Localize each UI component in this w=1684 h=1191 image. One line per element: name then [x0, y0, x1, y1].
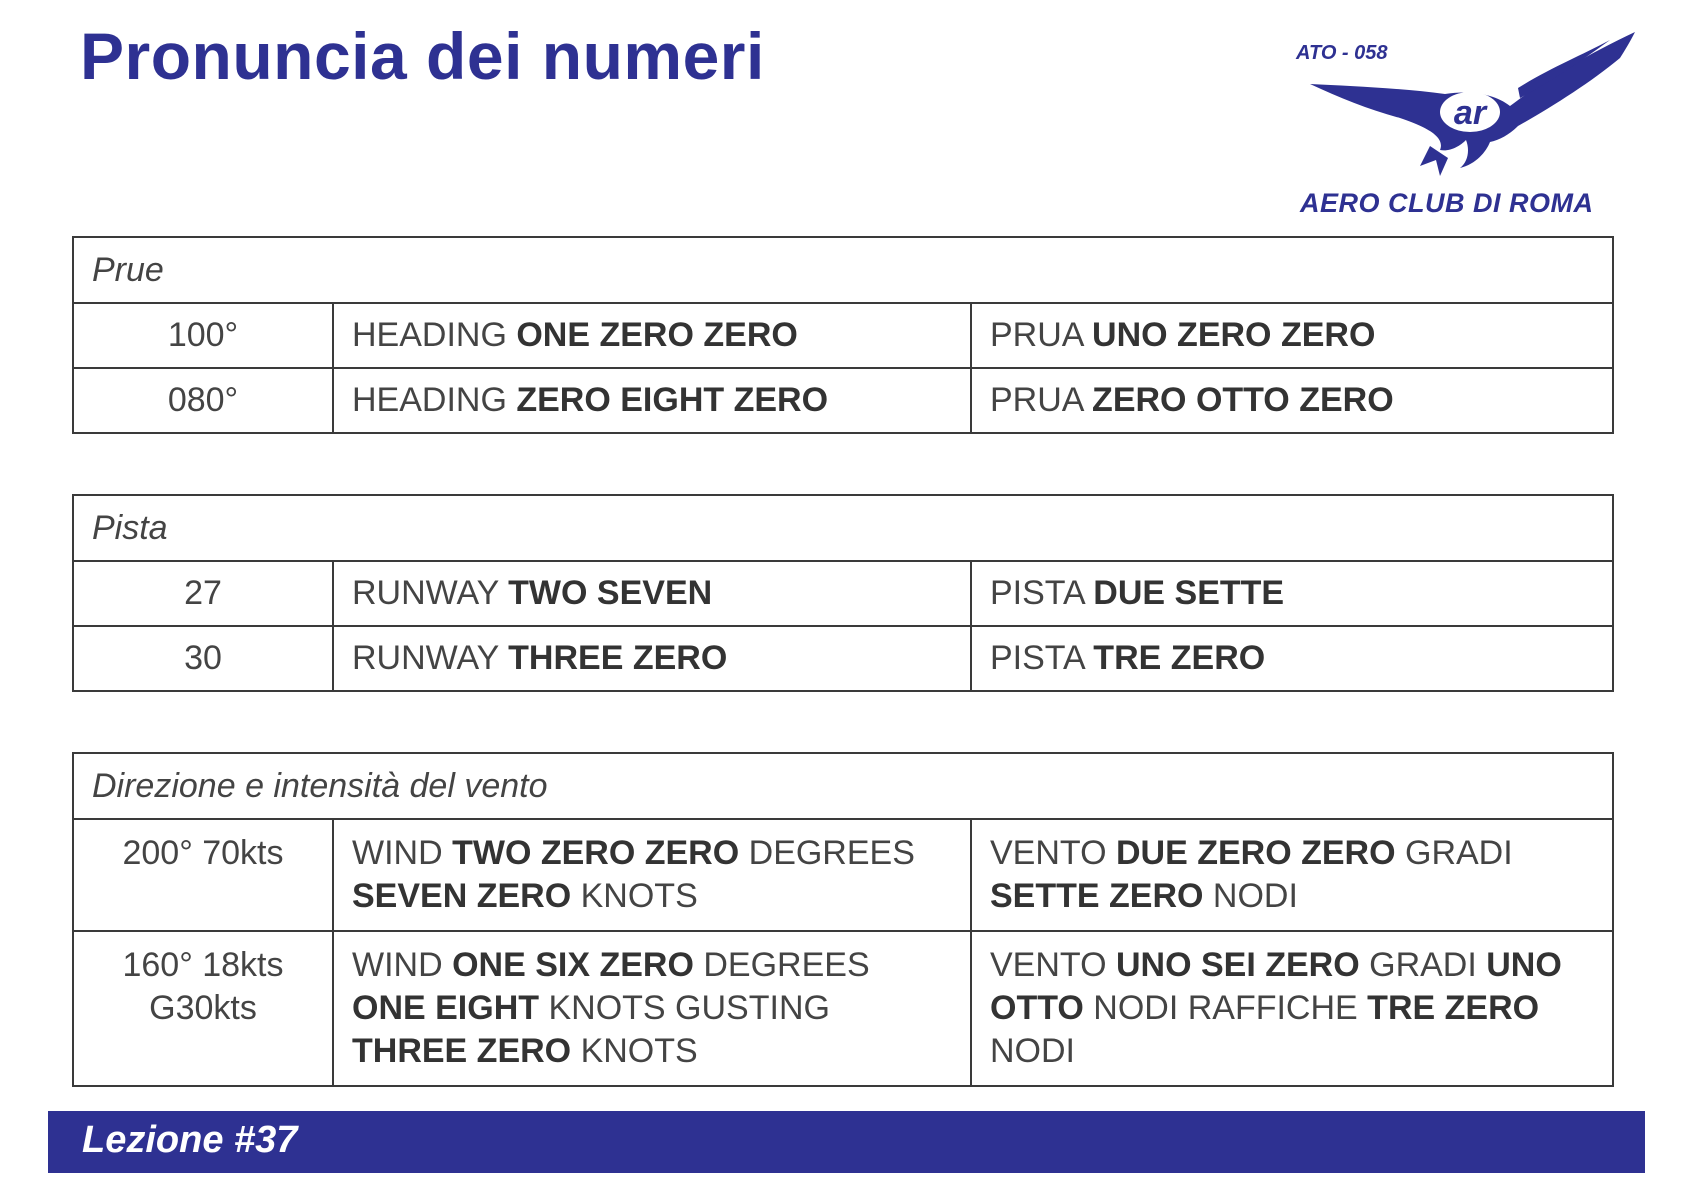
- phrase-bold-segment: THREE ZERO: [508, 639, 728, 677]
- value-cell: 30: [73, 626, 333, 691]
- vento-table: [72, 752, 1614, 1087]
- phrase-segment: WIND: [352, 834, 453, 872]
- english-cell: [333, 561, 971, 626]
- italian-cell: [971, 931, 1613, 1086]
- phrase-segment: RUNWAY: [352, 574, 509, 612]
- aero-club-logo: [1280, 28, 1640, 228]
- phrase-bold-segment: DUE SETTE: [1093, 574, 1285, 612]
- phrase-segment: DEGREES: [739, 834, 915, 872]
- phrase-bold-segment: ONE SIX ZERO: [452, 946, 694, 984]
- club-name: AERO CLUB DI ROMA: [1300, 188, 1594, 218]
- english-cell: [333, 931, 971, 1086]
- prue-table: [72, 236, 1614, 434]
- phrase-segment: PRUA: [990, 381, 1093, 419]
- section-heading: Pista: [73, 495, 1613, 561]
- lesson-label: Lezione #37: [82, 1119, 298, 1161]
- phrase-segment: PISTA: [990, 574, 1094, 612]
- phrase-segment: VENTO: [990, 946, 1116, 984]
- italian-cell: [971, 626, 1613, 691]
- table-row: [73, 561, 1613, 626]
- phrase-segment: VENTO: [990, 834, 1116, 872]
- value-cell: 080°: [73, 368, 333, 433]
- italian-cell: [971, 819, 1613, 931]
- phrase-bold-segment: TWO SEVEN: [508, 574, 713, 612]
- table-row: [73, 303, 1613, 368]
- phrase-bold-segment: ZERO OTTO ZERO: [1092, 381, 1394, 419]
- section-heading: Prue: [73, 237, 1613, 303]
- phrase-segment: HEADING: [352, 381, 517, 419]
- phrase-bold-segment: THREE ZERO: [352, 1032, 572, 1070]
- phrase-segment: GRADI: [1359, 946, 1487, 984]
- phrase-segment: NODI: [990, 1032, 1075, 1070]
- phrase-segment: RUNWAY: [352, 639, 509, 677]
- phrase-bold-segment: TRE ZERO: [1093, 639, 1266, 677]
- phrase-segment: KNOTS: [571, 877, 698, 915]
- phrase-segment: NODI RAFFICHE: [1083, 989, 1368, 1027]
- italian-cell: [971, 561, 1613, 626]
- italian-cell: [971, 368, 1613, 433]
- phrase-segment: KNOTS: [571, 1032, 698, 1070]
- phrase-bold-segment: ZERO EIGHT ZERO: [516, 381, 829, 419]
- phrase-segment: HEADING: [352, 316, 517, 354]
- phrase-segment: NODI: [1203, 877, 1298, 915]
- table-row: [73, 931, 1613, 1086]
- phrase-bold-segment: SEVEN ZERO: [352, 877, 572, 915]
- page-title: Pronuncia dei numeri: [80, 19, 765, 93]
- value-cell: 27: [73, 561, 333, 626]
- value-cell: 160° 18kts G30kts: [73, 931, 333, 1086]
- phrase-segment: PISTA: [990, 639, 1094, 677]
- table-row: [73, 626, 1613, 691]
- phrase-segment: DEGREES: [693, 946, 870, 984]
- phrase-bold-segment: TWO ZERO ZERO: [452, 834, 740, 872]
- phrase-segment: WIND: [352, 946, 453, 984]
- phrase-segment: PRUA: [990, 316, 1093, 354]
- svg-text:ar: ar: [1453, 94, 1487, 132]
- section-heading: Direzione e intensità del vento: [73, 753, 1613, 819]
- ato-label: ATO - 058: [1296, 42, 1388, 64]
- phrase-segment: GRADI: [1395, 834, 1513, 872]
- phrase-bold-segment: UNO OTTO: [990, 946, 1562, 1027]
- italian-cell: [971, 303, 1613, 368]
- phrase-segment: KNOTS GUSTING: [539, 989, 830, 1027]
- pista-table: [72, 494, 1614, 692]
- table-row: [73, 819, 1613, 931]
- phrase-bold-segment: UNO ZERO ZERO: [1092, 316, 1376, 354]
- phrase-bold-segment: TRE ZERO: [1367, 989, 1540, 1027]
- phrase-bold-segment: ONE EIGHT: [352, 989, 540, 1027]
- phrase-bold-segment: SETTE ZERO: [990, 877, 1204, 915]
- english-cell: [333, 303, 971, 368]
- table-row: [73, 368, 1613, 433]
- phrase-bold-segment: ONE ZERO ZERO: [516, 316, 798, 354]
- english-cell: [333, 368, 971, 433]
- phrase-bold-segment: UNO SEI ZERO: [1115, 946, 1360, 984]
- phrase-bold-segment: DUE ZERO ZERO: [1115, 834, 1396, 872]
- value-cell: 200° 70kts: [73, 819, 333, 931]
- footer-bar: [48, 1111, 1645, 1173]
- value-cell: 100°: [73, 303, 333, 368]
- english-cell: [333, 819, 971, 931]
- english-cell: [333, 626, 971, 691]
